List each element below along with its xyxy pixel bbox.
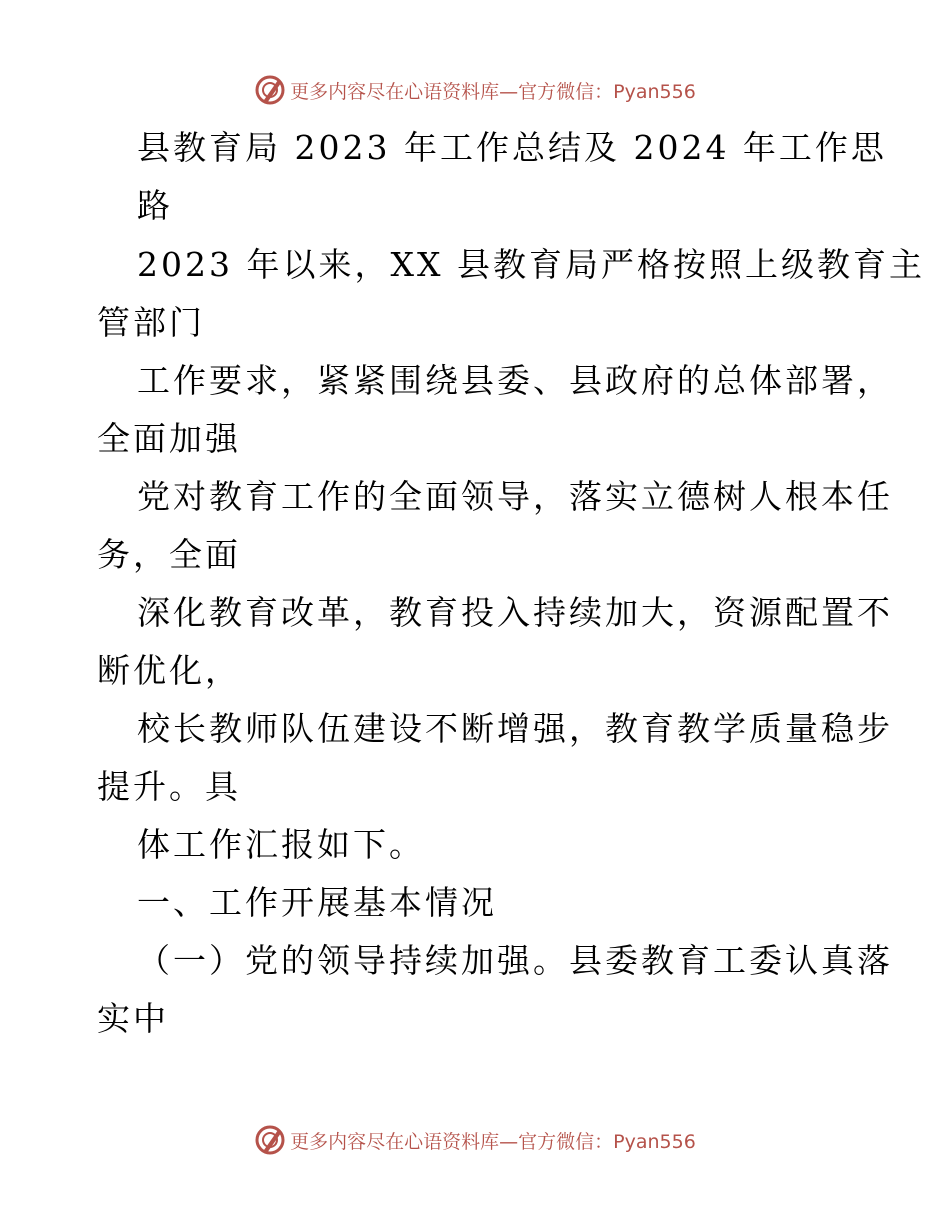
paragraph-line: 断优化， [97, 651, 241, 690]
footer-watermark-banner [0, 1120, 950, 1160]
paragraph-line: 党对教育工作的全面领导，落实立德树人根本任 [137, 477, 893, 516]
paragraph-line: 提升。具 [97, 767, 241, 806]
pen-logo-icon [254, 74, 286, 106]
paragraph-line: 校长教师队伍建设不断增强，教育教学质量稳步 [137, 709, 893, 748]
paragraph-line: 工作要求，紧紧围绕县委、县政府的总体部署， [137, 361, 893, 400]
document-title-line-2: 路 [137, 186, 173, 225]
paragraph-line: （一）党的领导持续加强。县委教育工委认真落 [137, 941, 893, 980]
paragraph-line: 深化教育改革，教育投入持续加大，资源配置不 [137, 593, 893, 632]
paragraph-line: 2023 年以来，XX 县教育局严格按照上级教育主 [137, 245, 925, 284]
footer-watermark-text: 更多内容尽在心语资料库—官方微信：Pyan556 [290, 1130, 696, 1153]
paragraph-line: 全面加强 [97, 419, 241, 458]
paragraph-line: 务，全面 [97, 535, 241, 574]
header-watermark-banner [0, 70, 950, 110]
paragraph-line: 实中 [97, 999, 169, 1038]
paragraph-line: 管部门 [97, 303, 205, 342]
pen-logo-icon [254, 1124, 286, 1156]
section-heading: 一、工作开展基本情况 [137, 883, 497, 922]
paragraph-line: 体工作汇报如下。 [137, 825, 425, 864]
document-title-line-1: 县教育局 2023 年工作总结及 2024 年工作思 [137, 128, 887, 167]
header-watermark-text: 更多内容尽在心语资料库—官方微信：Pyan556 [290, 80, 696, 103]
